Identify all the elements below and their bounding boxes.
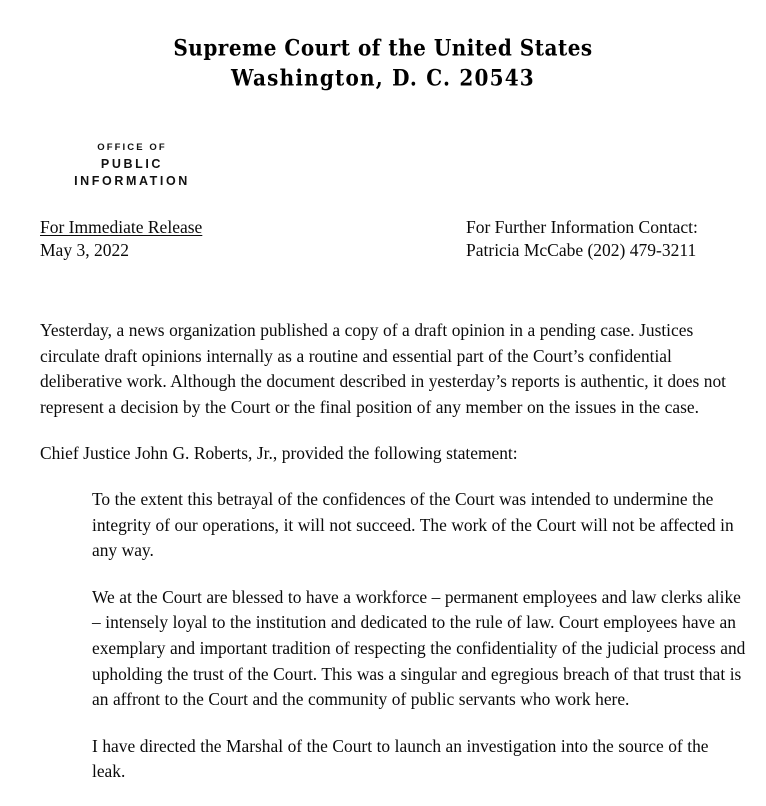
- contact-info: [466, 216, 698, 261]
- statement-quote-3: I have directed the Marshal of the Court to launch an investigation into the source of the leak.: [92, 735, 709, 782]
- statement-quote-1: To the extent this betrayal of the confidences of the Court was intended to undermine the integrity of our operations, it will not succeed. The work of the Court will not be affected in any way.: [92, 488, 734, 561]
- body-paragraph-2: Chief Justice John G. Roberts, Jr., provided the following statement:: [40, 443, 518, 464]
- release-info: [40, 216, 202, 261]
- release-date: May 3, 2022: [40, 240, 129, 260]
- office-of-label: OFFICE OF: [97, 142, 167, 153]
- body-paragraph-1: Yesterday, a news organization published a copy of a draft opinion in a pending case. Justices circulate draft opinions internally as a routine and essential part of the Court’s confidential deliberative work. Although the document described in yesterday’s reports is authentic, it does not represent a decision by the Court or the final position of any member on the issues in the case.: [40, 320, 726, 417]
- court-name: Supreme Court of the United States: [173, 34, 593, 61]
- release-header-row: [0, 216, 766, 276]
- contact-label: For Further Information Contact:: [466, 217, 698, 237]
- statement-quote-2: We at the Court are blessed to have a workforce – permanent employees and law clerks alike – intensely loyal to the institution and dedicated to the rule of law. Court employees have an exemplary and important tradition of respecting the confidentiality of the judicial process and upholding the trust of the Court. This was a singular and egregious breach of that trust that is an affront to the Court and the community of public servants who work here.: [92, 586, 746, 710]
- masthead: [0, 34, 766, 91]
- court-address: Washington, D. C. 20543: [231, 64, 535, 91]
- office-block: [42, 141, 222, 190]
- public-information-label: PUBLIC INFORMATION: [74, 157, 190, 188]
- contact-name: Patricia McCabe (202) 479-3211: [466, 240, 697, 260]
- document-body: [40, 318, 746, 806]
- release-title: For Immediate Release: [40, 217, 203, 237]
